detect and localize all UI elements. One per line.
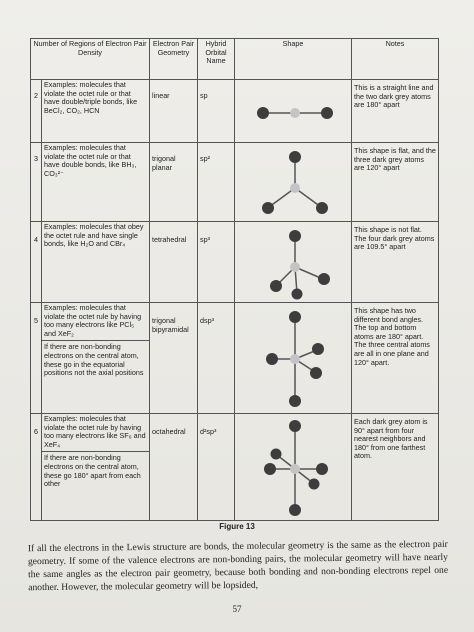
example-text: Examples: molecules that violate the octet rule by having too many electrons like SF₆ and XeF₄: [44, 414, 146, 449]
row-example: [42, 414, 150, 521]
shape-trigonal-planar: [235, 143, 352, 222]
table-row: [31, 143, 439, 222]
header-geometry: Electron Pair Geometry: [150, 39, 198, 80]
row-geometry: trigonal planar: [150, 143, 198, 222]
body-paragraph: If all the electrons in the Lewis structure are bonds, the molecular geometry is the same as the electron pair geometry. If some of the valence electrons are non-bonding pairs, the molecular geometry will have nearly the same angles as the electron pair geometry, because both bonding and non-bonding electrons repel one another. However, the molecular geometry will be lopsided,: [27, 538, 449, 594]
example-text: Examples: molecules that violate the octet rule or that have double bonds, like BH₃, CO₃²⁻: [44, 143, 137, 178]
example-text: Examples: molecules that violate the octet rule or that have double/triple bonds, like BeCl₂, CO₂, HCN: [44, 80, 138, 115]
page-number: 57: [232, 604, 242, 614]
example-note: If there are non-bonding electrons on the central atom, these go in the equatorial positions not the axial positions: [42, 340, 149, 377]
row-hybrid: dsp³: [198, 303, 235, 414]
table-row: [31, 80, 439, 143]
row-notes: Each dark grey atom is 90° apart from four nearest neighbors and 180° from one farthest atom.: [352, 414, 439, 521]
row-geometry: tetrahedral: [150, 222, 198, 303]
header-notes: Notes: [352, 39, 439, 80]
example-note: If there are non-bonding electrons on the central atom, these go 180° apart from each other: [42, 451, 149, 488]
row-number: 2: [31, 80, 42, 143]
row-hybrid: sp: [198, 80, 235, 143]
header-regions: Number of Regions of Electron Pair Density: [31, 39, 150, 80]
shape-octahedral: [235, 414, 352, 521]
table-row: [31, 414, 439, 521]
row-notes: This shape is not flat. The four dark grey atoms are 109.5° apart: [352, 222, 439, 303]
row-geometry: octahedral: [150, 414, 198, 521]
row-example: [42, 222, 150, 303]
shape-tetrahedral: [235, 222, 352, 303]
row-example: [42, 143, 150, 222]
header-shape: Shape: [235, 39, 352, 80]
row-notes: This shape has two different bond angles. The top and bottom atoms are 180° apart. The three central atoms are all in one plane and 120° apart.: [352, 303, 439, 414]
row-hybrid: d²sp³: [198, 414, 235, 521]
table-header-row: [31, 39, 439, 80]
row-number: 3: [31, 143, 42, 222]
row-notes: This shape is flat, and the three dark grey atoms are 120° apart: [352, 143, 439, 222]
example-text: Examples: molecules that obey the octet rule and have single bonds, like H₂O and CBr₄: [44, 222, 144, 249]
row-number: 4: [31, 222, 42, 303]
example-text: Examples: molecules that violate the octet rule by having too many electrons like PCl₅ and XeF₂: [44, 303, 142, 338]
table-row: [31, 222, 439, 303]
table-row: [31, 303, 439, 414]
row-number: 5: [31, 303, 42, 414]
row-number: 6: [31, 414, 42, 521]
row-geometry: linear: [150, 80, 198, 143]
row-hybrid: sp²: [198, 143, 235, 222]
geometry-table: [30, 38, 439, 521]
figure-caption: Figure 13: [219, 522, 255, 531]
header-hybrid: Hybrid Orbital Name: [198, 39, 235, 80]
row-hybrid: sp³: [198, 222, 235, 303]
shape-linear: [235, 80, 352, 143]
row-geometry: trigonal bipyramidal: [150, 303, 198, 414]
row-notes: This is a straight line and the two dark grey atoms are 180° apart: [352, 80, 439, 143]
row-example: [42, 80, 150, 143]
shape-trigonal-bipyramidal: [235, 303, 352, 414]
row-example: [42, 303, 150, 414]
